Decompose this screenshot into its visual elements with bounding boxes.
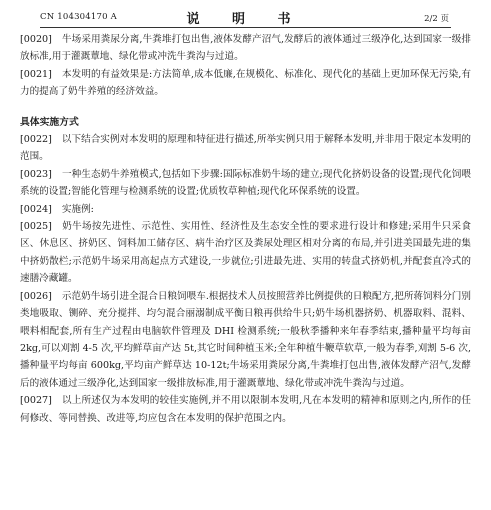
paragraph-text: 以上所述仅为本发明的较佳实施例,并不用以限制本发明,凡在本发明的精神和原则之内,所作的任何修改、等同替换、改进等,均应包含在本发明的保护范围之内。 (20, 395, 471, 424)
paragraph-0020 (20, 31, 471, 66)
paragraph-0025 (20, 218, 471, 288)
paragraph-number: [0025] (20, 221, 52, 233)
document-body (20, 28, 471, 427)
paragraph-0026 (20, 288, 471, 392)
paragraph-0022 (20, 131, 471, 166)
paragraph-text: 示范奶牛场引进全混合日粮饲喂车.根据技术人员按照营养比例提供的日粮配方,把所蒋饲料分门别类地吸取、铡碎、充分搅拌、均匀混合丽溺制成平衡日粮再供给牛只;奶牛场机器挤奶、机器取料、混料、喂料相配套,所有生产过程由电脑软件管理及 DHI 检测系统;一般秋季播种来年春季结束,播种量平均每亩 2kg,可以刈割 4-5 次,平均鲜草亩产达 5t,其它时间种植玉米;全年种植牛鞭草软草,一般为春季,刈割 5-6 次,播种量平均每亩 600kg,平均亩产鲜草达 10-12t;牛场采用粪尿分离,牛粪堆打包出售,液体发酵产沼气,发酵后的液体通过三级净化,达到国家一级排放标准,用于灌溉蕈地、绿化带或冲洗牛粪沟与过道。 (20, 290, 471, 389)
paragraph-number: [0021] (20, 68, 52, 80)
page-number: 2/2 页 (424, 14, 449, 24)
document-title: 说 明 书 (186, 12, 305, 27)
patent-number: CN 104304170 A (40, 12, 117, 22)
header-rule (40, 27, 451, 28)
paragraph-text: 一种生态奶牛养殖模式,包括如下步骤:国际标准奶牛场的建立;现代化挤奶设备的设置;现代化饲喂系统的设置;智能化管理与检测系统的设置;优质牧草种植;现代化环保系统的设置。 (20, 168, 471, 198)
paragraph-text: 以下结合实例对本发明的原理和特征进行描述,所举实例只用于解释本发明,并非用于限定本发明的范围。 (20, 134, 471, 163)
paragraph-number: [0020] (20, 34, 52, 45)
paragraph-number: [0022] (20, 134, 52, 146)
paragraph-number: [0023] (20, 168, 52, 180)
paragraph-0027 (20, 392, 471, 427)
paragraph-text: 实施例: (61, 203, 94, 215)
paragraph-number: [0027] (20, 395, 52, 407)
paragraph-0023 (20, 166, 471, 201)
paragraph-number: [0026] (20, 290, 52, 302)
paragraph-text: 本发明的有益效果是:方法简单,成本低廉,在规模化、标准化、现代化的基础上更加环保无污染,有力的提高了奶牛养殖的经济效益。 (20, 68, 471, 98)
section-heading: 具体实施方式 (20, 116, 79, 128)
paragraph-0024 (20, 201, 471, 218)
paragraph-number: [0024] (20, 203, 52, 215)
page-header (20, 0, 471, 28)
paragraph-text: 牛场采用粪尿分离,牛粪堆打包出售,液体发酵产沼气,发酵后的液体通过三级净化,达到国家一级排放标准,用于灌溉蕈地、绿化带或冲洗牛粪沟与过道。 (20, 34, 471, 63)
paragraph-text: 奶牛场按先进性、示范性、实用性、经济性及生态安全性的要求进行设计和修建;采用牛只采食区、休息区、挤奶区、饲料加工储存区、病牛治疗区及粪尿处理区相对分离的布局,并引进美国最先进的集中挤奶散栏;示范奶牛场采用高起点方式建设,一步就位;引进最先进、实用的转盘式挤奶机,并配套直冷式的速膳冷藏罐。 (20, 221, 471, 285)
paragraph-0021 (20, 66, 471, 101)
